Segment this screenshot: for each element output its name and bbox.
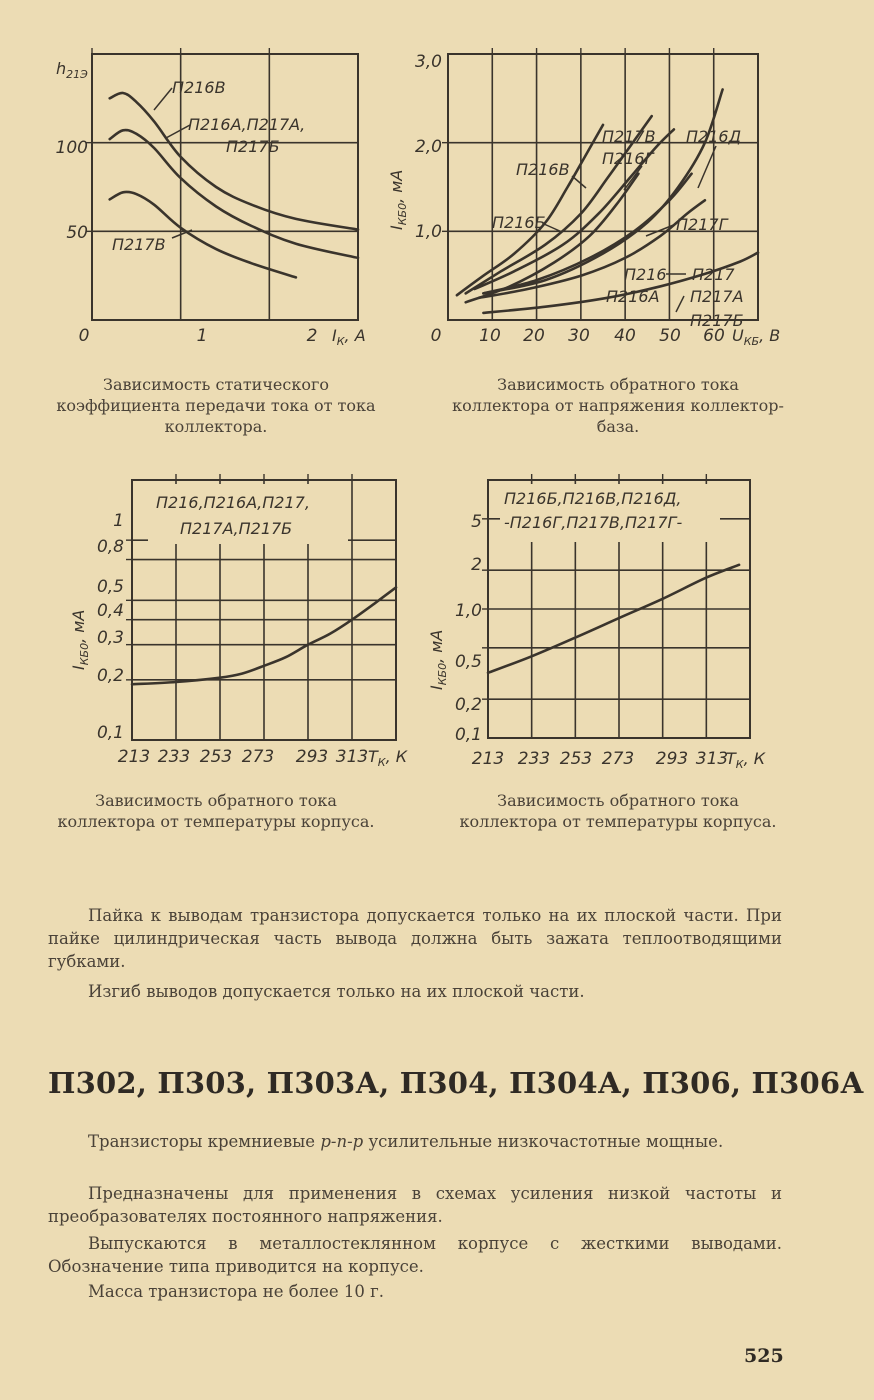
y-tick-label: 1 xyxy=(113,511,124,531)
y-tick-label: 1,0 xyxy=(414,222,442,242)
x-axis-label: $T_К$, К xyxy=(368,747,408,769)
chart-icbo-vs-temperature-2 xyxy=(418,470,788,775)
x-tick-label: 213 xyxy=(471,749,505,769)
x-tick-label: 253 xyxy=(559,749,593,769)
y-tick-label: 0,3 xyxy=(96,628,124,648)
y-tick-label: 5 xyxy=(471,512,482,532)
series-label-p217g: П217Г xyxy=(676,215,728,234)
series-label-p217v: П217В xyxy=(112,235,166,254)
x-tick-label: 10 xyxy=(479,326,501,346)
x-tick-label: 20 xyxy=(523,326,545,346)
text-fragment: Транзисторы кремниевые xyxy=(88,1132,321,1151)
x-tick-label: 2 xyxy=(306,326,318,346)
x-tick-label: 40 xyxy=(614,326,636,346)
series-label-p216: П216 xyxy=(624,265,667,284)
x-tick-label: 1 xyxy=(196,326,208,346)
series-label-p216g: П216Г xyxy=(602,149,654,168)
leader-line xyxy=(166,125,190,138)
x-tick-label: 213 xyxy=(117,747,151,767)
y-tick-label: 1,0 xyxy=(454,601,482,621)
series-line-6 xyxy=(483,90,722,294)
x-tick-label: 30 xyxy=(568,326,590,346)
leader-line xyxy=(676,296,684,312)
x-tick-label: 273 xyxy=(241,747,275,767)
x-axis-label: $U_{КБ}$, В xyxy=(732,326,781,348)
y-tick-label: 0,5 xyxy=(454,652,482,672)
caption-chart-1: Зависимость статического коэффициента передачи тока от тока коллектора. xyxy=(56,375,376,436)
series-label-p216d: П216Д xyxy=(686,127,742,146)
text-emphasis: p-n-p xyxy=(320,1132,364,1151)
caption-chart-3: Зависимость обратного тока коллектора от температуры корпуса. xyxy=(57,791,375,831)
leader-line xyxy=(624,166,642,190)
paragraph-mass: Масса транзистора не более 10 г. xyxy=(88,1282,385,1301)
x-tick-label: 253 xyxy=(199,747,233,767)
series-label-p217: П217 xyxy=(692,265,735,284)
y-axis-label: $h_{21Э}$ xyxy=(56,59,88,81)
y-axis-label: $I_{КБ0}$, мА xyxy=(427,629,449,690)
series-label-line-2: П217А,П217Б xyxy=(180,519,293,538)
paragraph-soldering: Пайка к выводам транзистора допускается только на их плоской части. При пайке цилиндрическая часть вывода должна быть зажата теплоотводящими губками. xyxy=(48,906,782,971)
chart-hfe-vs-collector-current xyxy=(40,40,390,350)
y-axis-label: $I_{КБ0}$, мА xyxy=(69,609,91,670)
y-tick-label: 100 xyxy=(55,138,88,158)
paragraph-description xyxy=(48,1130,782,1153)
series-label-line-1: П216Б,П216В,П216Д, xyxy=(504,489,682,508)
x-tick-label: 233 xyxy=(157,747,191,767)
x-tick-label: 0 xyxy=(430,326,442,346)
paragraph-package: Выпускаются в металлостеклянном корпусе с жесткими выводами. Обозначение типа приводится на корпусе. xyxy=(48,1234,782,1276)
series-label-p217b: П217Б xyxy=(690,311,744,330)
y-tick-label: 0,2 xyxy=(96,666,124,686)
leader-line xyxy=(154,88,172,110)
x-tick-label: 313 xyxy=(695,749,729,769)
section-heading: П302, П303, П303А, П304, П304А, П306, П306А xyxy=(48,1066,865,1100)
x-axis-label: $I_К$, А xyxy=(332,326,366,348)
x-axis-label: $T_К$, К xyxy=(726,749,766,771)
leader-line xyxy=(572,176,586,188)
y-tick-label: 50 xyxy=(66,223,88,243)
paragraph-purpose: Предназначены для применения в схемах усиления низкой частоты и преобразователях постоянного напряжения. xyxy=(48,1184,782,1226)
series-label-line-1: П216,П216А,П217, xyxy=(156,493,310,512)
y-axis-label: $I_{КБ0}$, мА xyxy=(387,169,409,230)
series-label-line-2: -П216Г,П217В,П217Г- xyxy=(504,513,683,532)
caption-chart-4: Зависимость обратного тока коллектора от температуры корпуса. xyxy=(459,791,777,831)
series-label-p216a-p217a: П216А,П217А, xyxy=(188,115,306,134)
series-line-1 xyxy=(110,93,358,230)
y-tick-label: 0,8 xyxy=(96,537,124,557)
y-tick-label: 0,1 xyxy=(96,723,124,743)
x-tick-label: 293 xyxy=(655,749,689,769)
series-label-p216b: П216Б xyxy=(492,213,546,232)
series-label-p217v: П217В xyxy=(602,127,656,146)
x-tick-label: 273 xyxy=(601,749,635,769)
chart-icbo-vs-ucb xyxy=(380,40,800,350)
y-tick-label: 0,4 xyxy=(96,601,124,621)
text-fragment: усилительные низкочастотные мощные. xyxy=(363,1132,724,1151)
y-tick-label: 2 xyxy=(471,555,482,575)
chart-icbo-vs-temperature-1 xyxy=(60,470,410,775)
caption-chart-2: Зависимость обратного тока коллектора от напряжения коллектор-база. xyxy=(452,375,784,436)
y-tick-label: 2,0 xyxy=(414,137,442,157)
y-tick-label: 0,1 xyxy=(454,725,482,745)
y-tick-label: 0,2 xyxy=(454,695,482,715)
page-number: 525 xyxy=(744,1345,784,1367)
x-tick-label: 313 xyxy=(335,747,369,767)
paragraph-bending: Изгиб выводов допускается только на их плоской части. xyxy=(88,982,585,1001)
x-tick-label: 0 xyxy=(78,326,90,346)
series-label-p217b: П217Б xyxy=(226,137,280,156)
x-tick-label: 233 xyxy=(517,749,551,769)
x-tick-label: 293 xyxy=(295,747,329,767)
x-tick-label: 60 xyxy=(703,326,725,346)
series-label-p216v: П216В xyxy=(172,78,226,97)
x-tick-label: 50 xyxy=(659,326,681,346)
y-tick-label: 3,0 xyxy=(414,52,442,72)
series-line-1 xyxy=(488,565,739,673)
series-label-p216v: П216В xyxy=(516,160,570,179)
y-tick-label: 0,5 xyxy=(96,577,124,597)
series-label-p217a: П217А xyxy=(690,287,744,306)
series-label-p216a: П216А xyxy=(606,287,660,306)
